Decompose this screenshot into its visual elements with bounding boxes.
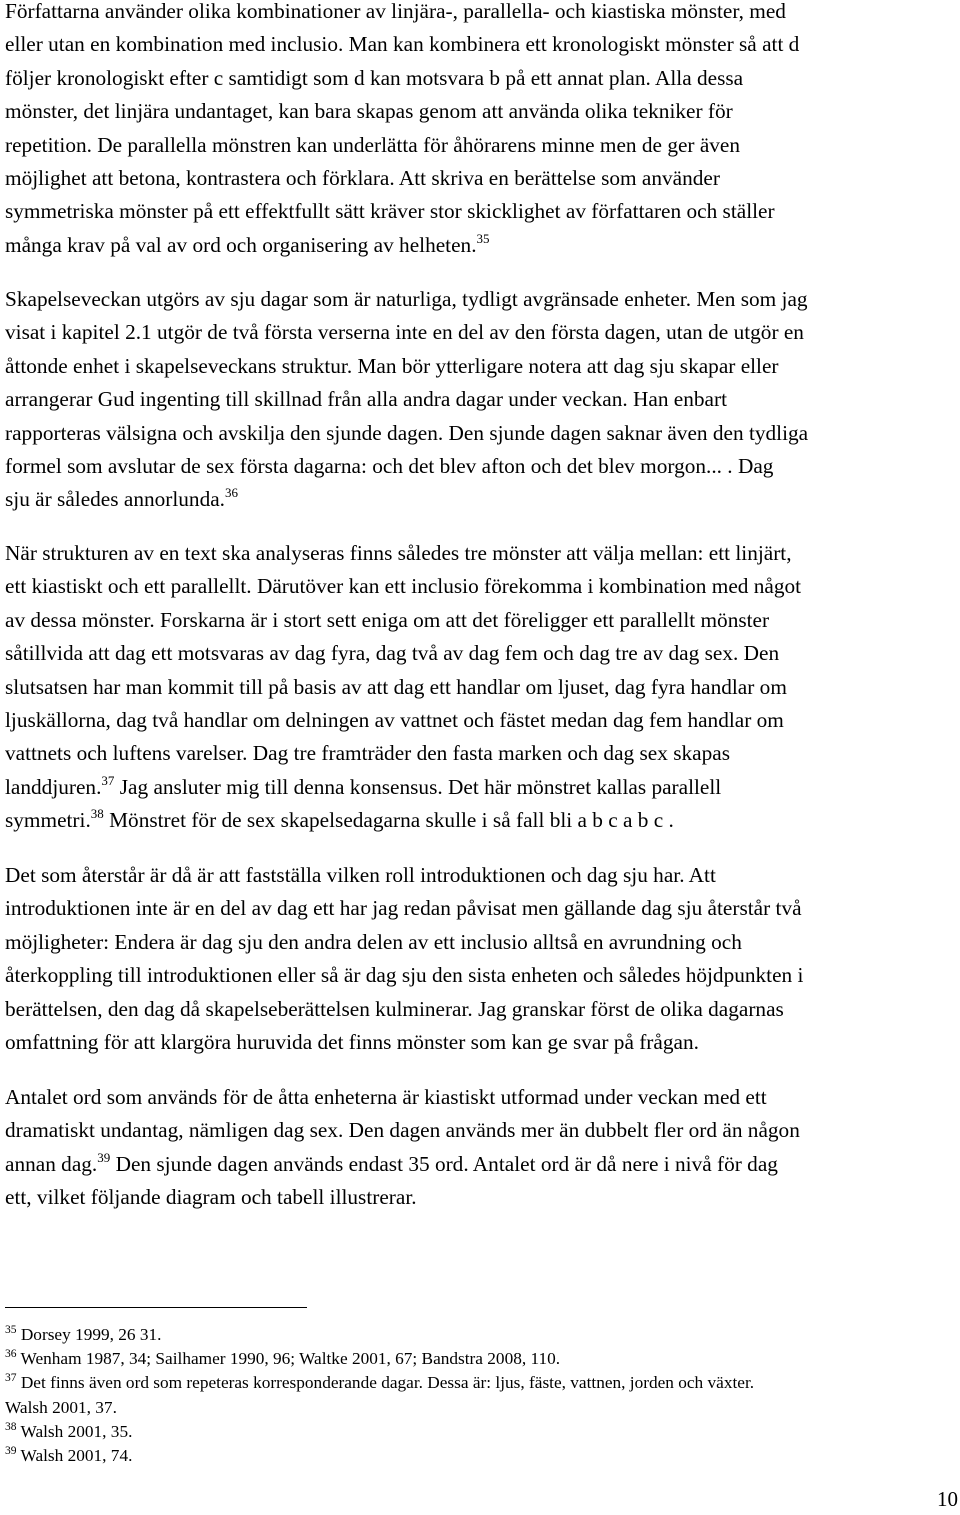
footnote-37 [5,1371,953,1419]
footnote-39 [5,1444,953,1468]
footnote-text: Wenham 1987, 34; Sailhamer 1990, 96; Waltke 2001, 67; Bandstra 2008, 110. [20,1349,561,1369]
footnote-36 [5,1347,953,1371]
footnote-number: 39 [5,1445,17,1458]
paragraph-text: Författarna använder olika kombinationer av linjära-, parallella- och kiastiska mönster, med eller utan en kombination med inclusio. Man kan kombinera ett kronologiskt mönster så att d följer kronologiskt efter c samtidigt som d kan motsvara b på ett annat plan. Alla dessa mönster, det linjära undantaget, kan bara skapas genom att använda olika tekniker för repetition. De parallella mönstren kan underlätta för åhörarens minne men de ger även möjlighet att betona, kontrastera och förklara. Att skriva en berättelse som använder symmetriska mönster på ett effektfullt sätt kräver stor skicklighet av författaren och ställer många krav på val av ord och organisering av helheten. [5,0,800,257]
footnote-number: 38 [5,1420,17,1433]
footnote-number: 37 [5,1372,17,1385]
paragraph-creation-week [5,283,953,517]
paragraph-text-part-2: Jag ansluter mig till denna konsensus. Det här mönstret kallas parallell symmetri. [5,774,722,833]
paragraph-structure-analysis [5,537,953,838]
footnote-35 [5,1323,953,1347]
footnote-ref-39[interactable]: 39 [97,1149,111,1165]
paragraph-text-part-1: När strukturen av en text ska analyseras finns således tre mönster att välja mellan: ett linjärt, ett kiastiskt och ett parallellt. Därutöver kan ett inclusio förekomma i kombination med något av dessa mönster. Forskarna är i stort sett eniga om att det föreligger ett parallellt mönster såtillvida att dag ett motsvaras av dag fyra, dag två av dag fem och dag tre av dag sex. Den slutsatsen har man kommit till på basis av att dag ett handlar om ljuset, dag fyra handlar om ljuskällorna, dag två handlar om delningen av vattnet och fästet medan dag fem handlar om vattnets och luftens varelser. Dag tre framträder den fasta marken och dag sex skapas landdjuren. [5,541,802,799]
paragraph-text-part-1: Antalet ord som används för de åtta enheterna är kiastiskt utformad under veckan med ett dramatiskt undantag, nämligen dag sex. Den dagen används mer än dubbelt fler ord än någon annan dag. [5,1085,800,1176]
footnote-ref-36[interactable]: 36 [225,485,238,501]
paragraph-text: Det som återstår är då är att fastställa vilken roll introduktionen och dag sju har. Att introduktionen inte är en del av dag ett har jag redan påvisat men gällande dag sju återstår två möjligheter: Endera är dag sju den andra delen av ett inclusio alltså en avrundning och återkoppling till introduktionen eller så är dag sju den sista enheten och således höjdpunkten i berättelsen, den dag då skapelseberättelsen kulminerar. Jag granskar först de olika dagarnas omfattning för att klargöra huruvida det finns mönster som kan ge svar på frågan. [5,863,804,1055]
page-number: 10 [937,1487,958,1511]
paragraph-text: Skapelseveckan utgörs av sju dagar som är naturliga, tydligt avgränsade enheter. Men som jag visat i kapitel 2.1 utgör de två första verserna inte en del av den första dagen, utan de utgör en åttonde enhet i skapelseveckans struktur. Man bör ytterligare notera att dag sju skapar eller arrangerar Gud ingenting till skillnad från alla andra dagar under veckan. Han enbart rapporteras välsigna och avskilja den sjunde dagen. Den sjunde dagen saknar även den tydliga formel som avslutar de sex första dagarna: och det blev afton och det blev morgon... . Dag sju är således annorlunda. [5,287,809,512]
footnotes [5,1323,953,1468]
footnote-ref-37[interactable]: 37 [101,772,115,788]
footnote-number: 35 [5,1324,17,1336]
footnote-text: Dorsey 1999, 26 31. [20,1325,162,1344]
footnote-number: 36 [5,1348,17,1361]
paragraph-text-part-3: Mönstret för de sex skapelsedagarna skulle i så fall bli a b c a b c . [103,808,674,833]
footnote-text: Walsh 2001, 35. [20,1421,133,1441]
footnote-text: Det finns även ord som repeteras korresponderande dagar. Dessa är: ljus, fäste, vattnen, jorden och växter. Walsh 2001, 37. [5,1373,755,1417]
footnote-ref-38[interactable]: 38 [90,806,104,822]
footnote-ref-35[interactable]: 35 [476,230,490,246]
footnote-separator [5,1307,307,1308]
footnote-text: Walsh 2001, 74. [20,1446,133,1466]
paragraph-patterns [5,0,953,262]
paragraph-introduction-day-seven [5,859,953,1059]
paragraph-text-part-2: Den sjunde dagen används endast 35 ord. Antalet ord är då nere i nivå för dag ett, vilket följande diagram och tabell illustrerar. [5,1151,778,1210]
footnote-38 [5,1420,953,1444]
paragraph-word-count [5,1081,953,1215]
